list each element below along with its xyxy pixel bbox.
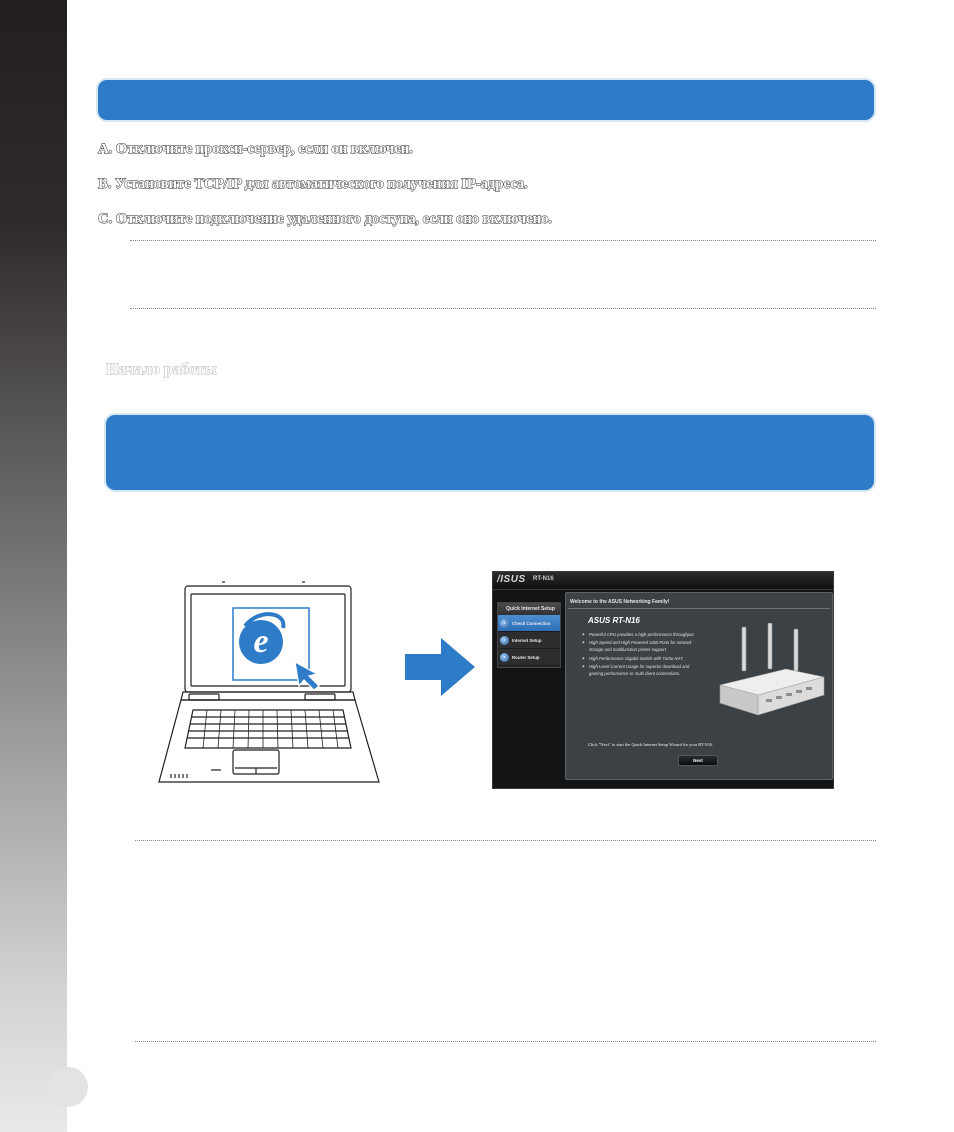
note-divider-top-2 [135,840,876,841]
panel-divider [568,608,830,609]
sidebar-header: Quick Internet Setup [498,603,560,615]
sidebar-item-label: Router Setup [512,654,540,660]
section-title: Начало работы [106,361,217,378]
sidebar-item-router-setup[interactable] [498,649,560,666]
instruction-step-c: C. Отключите подключение удаленного доступа, если оно включено. [98,211,552,227]
next-button[interactable]: Next [678,755,718,766]
sidebar-item-label: Internet Setup [512,637,542,643]
asus-logo: /ISUS [497,574,526,585]
wizard-instruction: Click "Next" to start the Quick Internet Setup Wizard for your RT-N16. [588,742,714,747]
right-arrow-icon [405,638,475,696]
instruction-step-a: A. Отключите прокси-сервер, если он включен. [98,141,413,157]
instruction-step-b: B. Установите TCP/IP для автоматического получения IP-адреса. [98,176,528,192]
router-image [716,623,828,721]
router-model-label: RT-N16 [533,576,554,582]
router-ui-header [493,572,834,590]
laptop-illustration [157,578,381,788]
feature-item: ◆ High Speed and High Powered USB Ports for network storage and multifunction printer support. [582,639,702,653]
note-divider-bottom-2 [135,1041,876,1042]
feature-item: ◆ Powerful CPU provides a high-performance throughput. [582,631,702,638]
header-banner-second [106,415,874,490]
router-ui-sidebar [497,602,561,668]
welcome-heading: Welcome to the ASUS Networking Family! [570,599,670,605]
sidebar-item-check-connection[interactable] [498,615,560,632]
page-number-circle [48,1067,88,1107]
step-icon: 3 [500,653,509,662]
note-divider-bottom-1 [130,308,876,309]
svg-text:e: e [253,623,269,660]
feature-item: ◆ High Level Current Usage for superior download and gaming performance or multi client connections. [582,663,702,677]
note-divider-top-1 [130,240,876,241]
sidebar-item-label: Check Connection [512,620,551,626]
step-icon: 1 [500,619,509,628]
feature-list [582,631,702,678]
feature-item: ◆ High Performance Gigabit Switch with Turbo NAT. [582,655,702,662]
side-strip [0,0,67,1132]
router-setup-screenshot [492,571,834,789]
sidebar-item-internet-setup[interactable] [498,632,560,649]
router-ui-main-panel [565,592,833,780]
header-banner-top [98,80,874,120]
step-icon: 2 [500,636,509,645]
product-title: ASUS RT-N16 [588,616,640,625]
